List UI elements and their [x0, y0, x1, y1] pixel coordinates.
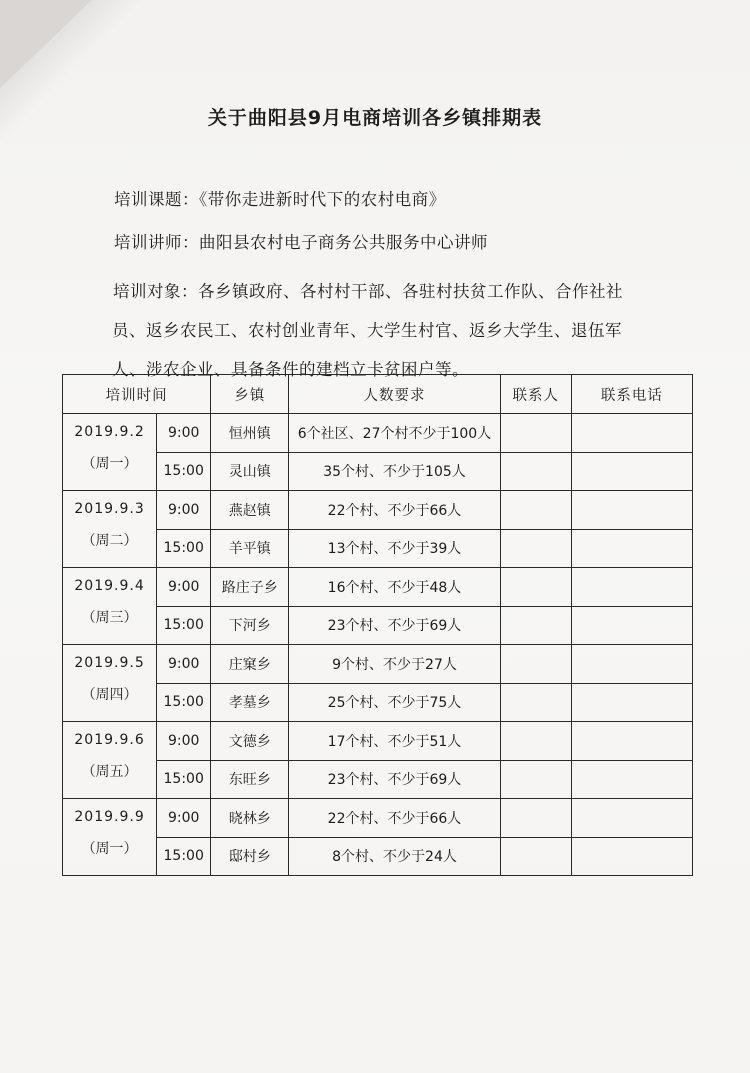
time-cell: 15:00	[157, 760, 211, 799]
phone-cell	[571, 645, 692, 684]
header-contact: 联系人	[500, 375, 571, 414]
training-topic-value: 《带你走进新时代下的农村电商》	[199, 190, 446, 209]
header-phone: 联系电话	[571, 375, 692, 414]
date-value: 2019.9.4	[74, 578, 145, 594]
table-row	[63, 837, 693, 876]
phone-cell	[571, 529, 692, 568]
phone-cell	[571, 722, 692, 761]
date-cell	[63, 799, 157, 876]
weekday-value: （周一）	[81, 455, 138, 472]
table-header-row	[63, 375, 693, 414]
town-cell: 孝墓乡	[211, 683, 289, 722]
phone-cell	[571, 606, 692, 645]
training-audience-line2: 员、返乡农民工、农村创业青年、大学生村官、返乡大学生、退伍军	[112, 321, 622, 340]
town-cell: 羊平镇	[211, 529, 289, 568]
contact-cell	[500, 760, 571, 799]
phone-cell	[571, 452, 692, 491]
date-cell	[63, 645, 157, 722]
time-cell: 15:00	[157, 683, 211, 722]
table-row	[63, 645, 693, 684]
weekday-value: （周三）	[81, 609, 138, 626]
contact-cell	[500, 452, 571, 491]
contact-cell	[500, 683, 571, 722]
contact-cell	[500, 606, 571, 645]
date-cell	[63, 491, 157, 568]
table-row	[63, 683, 693, 722]
header-town: 乡镇	[211, 375, 289, 414]
phone-cell	[571, 837, 692, 876]
contact-cell	[500, 529, 571, 568]
phone-cell	[571, 491, 692, 530]
town-cell: 东旺乡	[211, 760, 289, 799]
training-lecturer	[114, 229, 674, 253]
time-cell: 15:00	[157, 529, 211, 568]
time-cell: 9:00	[157, 491, 211, 530]
requirement-cell: 13个村、不少于39人	[289, 529, 500, 568]
time-cell: 9:00	[157, 722, 211, 761]
schedule-table	[62, 374, 693, 876]
requirement-cell: 8个村、不少于24人	[289, 837, 500, 876]
document-title: 关于曲阳县9月电商培训各乡镇排期表	[207, 107, 543, 129]
table-row	[63, 722, 693, 761]
training-lecturer-label: 培训讲师：	[114, 233, 199, 252]
weekday-value: （周四）	[81, 686, 138, 703]
time-cell: 15:00	[157, 606, 211, 645]
time-cell: 9:00	[157, 645, 211, 684]
table-row	[63, 799, 693, 838]
time-cell: 9:00	[157, 799, 211, 838]
time-cell: 15:00	[157, 452, 211, 491]
date-value: 2019.9.5	[74, 655, 145, 671]
table-row	[63, 529, 693, 568]
table-row	[63, 606, 693, 645]
phone-cell	[571, 760, 692, 799]
town-cell: 晓林乡	[211, 799, 289, 838]
contact-cell	[500, 722, 571, 761]
date-value: 2019.9.9	[74, 809, 145, 825]
header-time: 培训时间	[63, 375, 211, 414]
contact-cell	[500, 645, 571, 684]
contact-cell	[500, 568, 571, 607]
requirement-cell: 23个村、不少于69人	[289, 606, 500, 645]
requirement-cell: 35个村、不少于105人	[289, 452, 500, 491]
date-value: 2019.9.6	[74, 732, 145, 748]
training-topic	[114, 186, 674, 210]
town-cell: 灵山镇	[211, 452, 289, 491]
table-row	[63, 568, 693, 607]
weekday-value: （周二）	[81, 532, 138, 549]
date-value: 2019.9.2	[74, 424, 145, 440]
contact-cell	[500, 491, 571, 530]
requirement-cell: 23个村、不少于69人	[289, 760, 500, 799]
time-cell: 9:00	[157, 568, 211, 607]
contact-cell	[500, 837, 571, 876]
date-cell	[63, 414, 157, 491]
contact-cell	[500, 414, 571, 453]
training-audience-line1: 各乡镇政府、各村村干部、各驻村扶贫工作队、合作社社	[198, 282, 623, 301]
table-row	[63, 414, 693, 453]
training-lecturer-value: 曲阳县农村电子商务公共服务中心讲师	[199, 233, 488, 252]
phone-cell	[571, 683, 692, 722]
training-audience-line3: 人、涉农企业、具备条件的建档立卡贫困户等。	[112, 360, 469, 379]
training-audience-label: 培训对象：	[113, 282, 198, 301]
date-cell	[63, 568, 157, 645]
time-cell: 9:00	[157, 414, 211, 453]
town-cell: 文德乡	[211, 722, 289, 761]
training-audience	[113, 272, 661, 389]
header-requirement: 人数要求	[289, 375, 500, 414]
date-value: 2019.9.3	[74, 501, 145, 517]
table-row	[63, 491, 693, 530]
requirement-cell: 22个村、不少于66人	[289, 799, 500, 838]
schedule-body	[63, 414, 693, 876]
phone-cell	[571, 568, 692, 607]
requirement-cell: 6个社区、27个村不少于100人	[289, 414, 500, 453]
requirement-cell: 9个村、不少于27人	[289, 645, 500, 684]
requirement-cell: 25个村、不少于75人	[289, 683, 500, 722]
training-topic-label: 培训课题：	[114, 190, 199, 209]
town-cell: 下河乡	[211, 606, 289, 645]
phone-cell	[571, 414, 692, 453]
time-cell: 15:00	[157, 837, 211, 876]
requirement-cell: 17个村、不少于51人	[289, 722, 500, 761]
date-cell	[63, 722, 157, 799]
requirement-cell: 22个村、不少于66人	[289, 491, 500, 530]
town-cell: 恒州镇	[211, 414, 289, 453]
town-cell: 庄窠乡	[211, 645, 289, 684]
town-cell: 燕赵镇	[211, 491, 289, 530]
requirement-cell: 16个村、不少于48人	[289, 568, 500, 607]
town-cell: 邸村乡	[211, 837, 289, 876]
weekday-value: （周五）	[81, 763, 138, 780]
phone-cell	[571, 799, 692, 838]
contact-cell	[500, 799, 571, 838]
town-cell: 路庄子乡	[211, 568, 289, 607]
table-row	[63, 452, 693, 491]
table-row	[63, 760, 693, 799]
weekday-value: （周一）	[81, 840, 138, 857]
